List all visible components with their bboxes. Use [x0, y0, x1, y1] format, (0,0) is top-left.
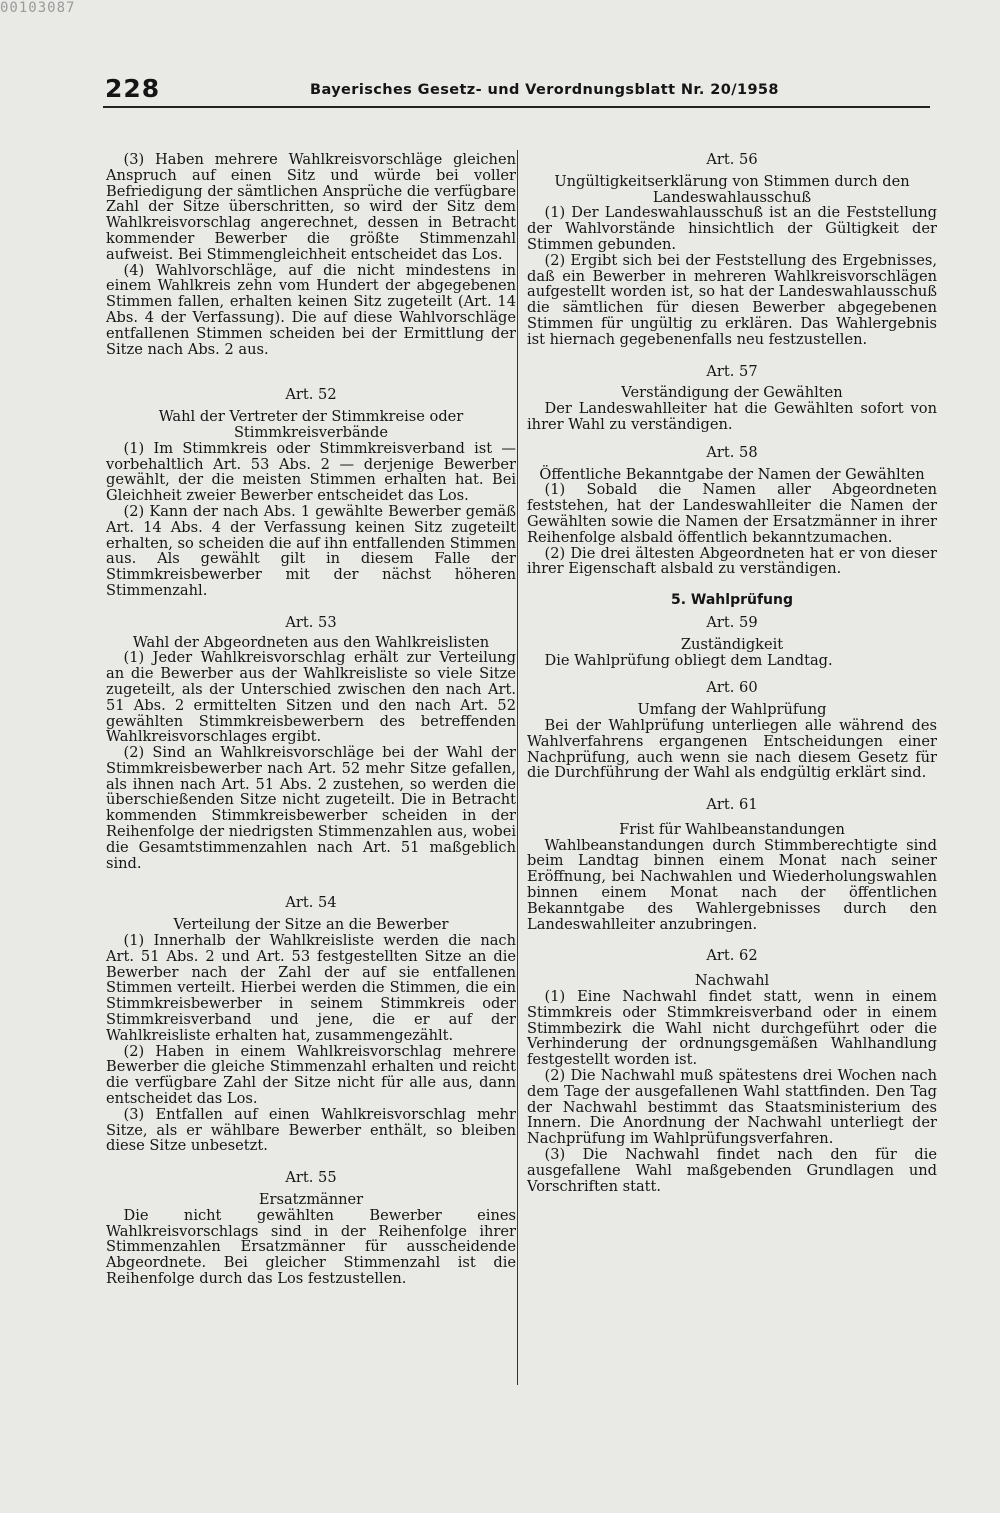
paragraph-art61: Wahlbeanstandungen durch Stimmberechtigte sind beim Landtag binnen einem Monat nach seiner Eröffnung, bei Nachwahlen und Wiederholungswahlen binnen einem Monat nach der öffentlichen Bekanntgabe des Wahlergebnisses durch den Landeswahlleiter anzubringen. — [527, 836, 937, 933]
article-number-57: Art. 57 — [706, 362, 758, 380]
left-column — [106, 152, 516, 1287]
article-number-60: Art. 60 — [706, 679, 758, 697]
paragraph-art52-1: (1) Im Stimmkreis oder Stimmkreisverband ist — vorbehaltlich Art. 53 Abs. 2 — derjenige Bewerber gewählt, der die meisten Stimmen erhalten hat. Bei Gleichheit zweier Bewerber entscheidet das Los. — [106, 439, 516, 505]
paragraph-art51-3: (3) Haben mehrere Wahlkreisvorschläge gleichen Anspruch auf einen Sitz und würde bei voller Befriedigung der sämtlichen Ansprüche die verfügbare Zahl der Sitze überschritten, so wird der Sitz dem Wahlkreisvorschlag angerechnet, dessen in Betracht kommender Bewerber die größte Stimmenzahl aufweist. Bei Stimmengleichheit entscheidet das Los. — [106, 151, 516, 263]
paragraph-art53-1: (1) Jeder Wahlkreisvorschlag erhält zur Verteilung an die Bewerber aus der Wahlkreisliste so viele Sitze zugeteilt, als der Unterschied zwischen den nach Art. 51 Abs. 2 ermittelten Sitzen und den nach Art. 52 gewählten Stimmkreisbewerbern des betreffenden Wahlkreisvorschlages ergibt. — [106, 649, 516, 746]
paragraph-art54-3: (3) Entfallen auf einen Wahlkreisvorschlag mehr Sitze, als er wählbare Bewerber enthält, so bleiben diese Sitze unbesetzt. — [106, 1105, 516, 1155]
article-number-58: Art. 58 — [706, 443, 758, 461]
article-number-52: Art. 52 — [285, 386, 337, 404]
paragraph-art52-2: (2) Kann der nach Abs. 1 gewählte Bewerber gemäß Art. 14 Abs. 4 der Verfassung keinen Sitz zugeteilt erhalten, so scheiden die auf ihn entfallenden Stimmen aus. Als gewählt gilt in diesem Falle der Stimmkreisbewerber mit der nächst höheren Stimmenzahl. — [106, 502, 517, 599]
running-title: Bayerisches Gesetz- und Verordnungsblatt Nr. 20/1958 — [310, 82, 779, 98]
header-rule — [103, 106, 930, 108]
paragraph-art62-2: (2) Die Nachwahl muß spätestens drei Wochen nach dem Tage der ausgefallenen Wahl stattfinden. Den Tag der Nachwahl bestimmt das Staatsministerium des Innern. Die Anordnung der Nachwahl unterliegt der Nachprüfung im Wahlprüfungsverfahren. — [527, 1067, 937, 1148]
article-title-58: Öffentliche Bekanntgabe der Namen der Gewählten — [539, 465, 925, 483]
article-title-62: Nachwahl — [694, 972, 770, 990]
paragraph-art51-4: (4) Wahlvorschläge, auf die nicht mindestens in einem Wahlkreis zehn vom Hundert der abgegebenen Stimmen fallen, erhalten keinen Sitz zugeteilt (Art. 14 Abs. 4 der Verfassung). Die auf diese Wahlvorschläge entfallenen Stimmen scheiden bei der Ermittlung der Sitze nach Abs. 2 aus. — [106, 261, 516, 358]
page-number: 228 — [105, 74, 161, 103]
article-title-55: Ersatzmänner — [258, 1191, 364, 1209]
article-title-52: Wahl der Vertreter der Stimmkreise oder Stimmkreisverbände — [158, 408, 464, 441]
paragraph-art58-2: (2) Die drei ältesten Abgeordneten hat er von dieser ihrer Eigenschaft alsbald zu verständigen. — [527, 544, 937, 578]
paragraph-art54-1: (1) Innerhalb der Wahlkreisliste werden die nach Art. 51 Abs. 2 und Art. 53 festgestellten Sitze an die Bewerber nach der Zahl der auf sie entfallenen Stimmen verteilt. Hierbei werden die Stimmen, die ein Stimmkreisbewerber in seinem Stimmkreis oder Stimmkreisverband und jene, die er auf der Wahlkreisliste erhalten hat, zusammengezählt. — [106, 932, 516, 1044]
section-heading-wahlpruefung: 5. Wahlprüfung — [670, 592, 794, 609]
paragraph-art56-1: (1) Der Landeswahlausschuß ist an die Feststellung der Wahlvorstände hinsichtlich der Gültigkeit der Stimmen gebunden. — [527, 204, 937, 253]
article-title-56: Ungültigkeitserklärung von Stimmen durch den Landeswahlausschuß — [554, 172, 910, 206]
paragraph-art60: Bei der Wahlprüfung unterliegen alle während des Wahlverfahrens ergangenen Entscheidungen einer Nachprüfung, auch wenn sie nach diesem Gesetz für die Durchführung der Wahl als endgültig erklärt sind. — [527, 716, 937, 782]
right-column — [527, 152, 937, 1194]
paragraph-art62-3: (3) Die Nachwahl findet nach den für die ausgefallene Wahl maßgebenden Grundlagen und Vorschriften statt. — [527, 1146, 937, 1195]
article-number-59: Art. 59 — [706, 613, 758, 631]
article-title-61: Frist für Wahlbeanstandungen — [619, 820, 845, 838]
paragraph-art54-2: (2) Haben in einem Wahlkreisvorschlag mehrere Bewerber die gleiche Stimmenzahl erhalten und reicht die verfügbare Zahl der Sitze nicht für alle aus, dann entscheidet das Los. — [106, 1042, 516, 1108]
article-number-55: Art. 55 — [285, 1169, 337, 1187]
column-divider — [517, 150, 518, 1385]
archive-stamp: 00103087 — [0, 0, 76, 16]
paragraph-art62-1: (1) Eine Nachwahl findet statt, wenn in einem Stimmkreis oder Stimmkreisverband oder in einem Stimmbezirk die Wahl nicht durchgeführt oder die Verhinderung der ordnungsgemäßen Wahlhandlung festgestellt worden ist. — [527, 988, 937, 1069]
article-title-57: Verständigung der Gewählten — [621, 384, 843, 402]
paragraph-art59: Die Wahlprüfung obliegt dem Landtag. — [544, 651, 833, 669]
paragraph-art57: Der Landeswahlleiter hat die Gewählten sofort von ihrer Wahl zu verständigen. — [527, 400, 937, 433]
article-number-53: Art. 53 — [285, 613, 337, 631]
article-number-61: Art. 61 — [706, 796, 758, 814]
article-number-56: Art. 56 — [706, 151, 758, 168]
article-title-59: Zuständigkeit — [680, 635, 784, 653]
article-title-60: Umfang der Wahlprüfung — [637, 701, 827, 719]
paragraph-art56-2: (2) Ergibt sich bei der Feststellung des Ergebnisses, daß ein Bewerber in mehreren Wahlkreisvorschlägen aufgestellt worden ist, so hat der Landeswahlausschuß die sämtlichen für diesen Bewerber abgegebenen Stimmen für ungültig zu erklären. Das Wahlergebnis ist hiernach gegebenenfalls neu festzustellen. — [527, 251, 937, 348]
article-title-53: Wahl der Abgeordneten aus den Wahlkreislisten — [132, 633, 490, 651]
article-number-54: Art. 54 — [285, 894, 337, 912]
paragraph-art55: Die nicht gewählten Bewerber eines Wahlkreisvorschlags sind in der Reihenfolge ihrer Stimmenzahlen Ersatzmänner für ausscheidende Abgeordnete. Bei gleicher Stimmenzahl ist die Reihenfolge durch das Los festzustellen. — [106, 1206, 516, 1287]
article-title-54: Verteilung der Sitze an die Bewerber — [173, 916, 449, 934]
paragraph-art53-2: (2) Sind an Wahlkreisvorschläge bei der Wahl der Stimmkreisbewerber nach Art. 52 mehr Sitze gefallen, als ihnen nach Art. 51 Abs. 2 zustehen, so werden die überschießenden Sitze nicht zugeteilt. Die in Betracht kommenden Stimmkreisbewerber scheiden in der Reihenfolge der niedrigsten Stimmenzahlen aus, wobei die Gesamtstimmenzahlen nach Art. 51 maßgeblich sind. — [106, 744, 517, 872]
paragraph-art58-1: (1) Sobald die Namen aller Abgeordneten feststehen, hat der Landeswahlleiter die Namen der Gewählten sowie die Namen der Ersatzmänner in ihrer Reihenfolge alsbald öffentlich bekanntzumachen. — [527, 481, 937, 546]
article-number-62: Art. 62 — [706, 947, 758, 965]
